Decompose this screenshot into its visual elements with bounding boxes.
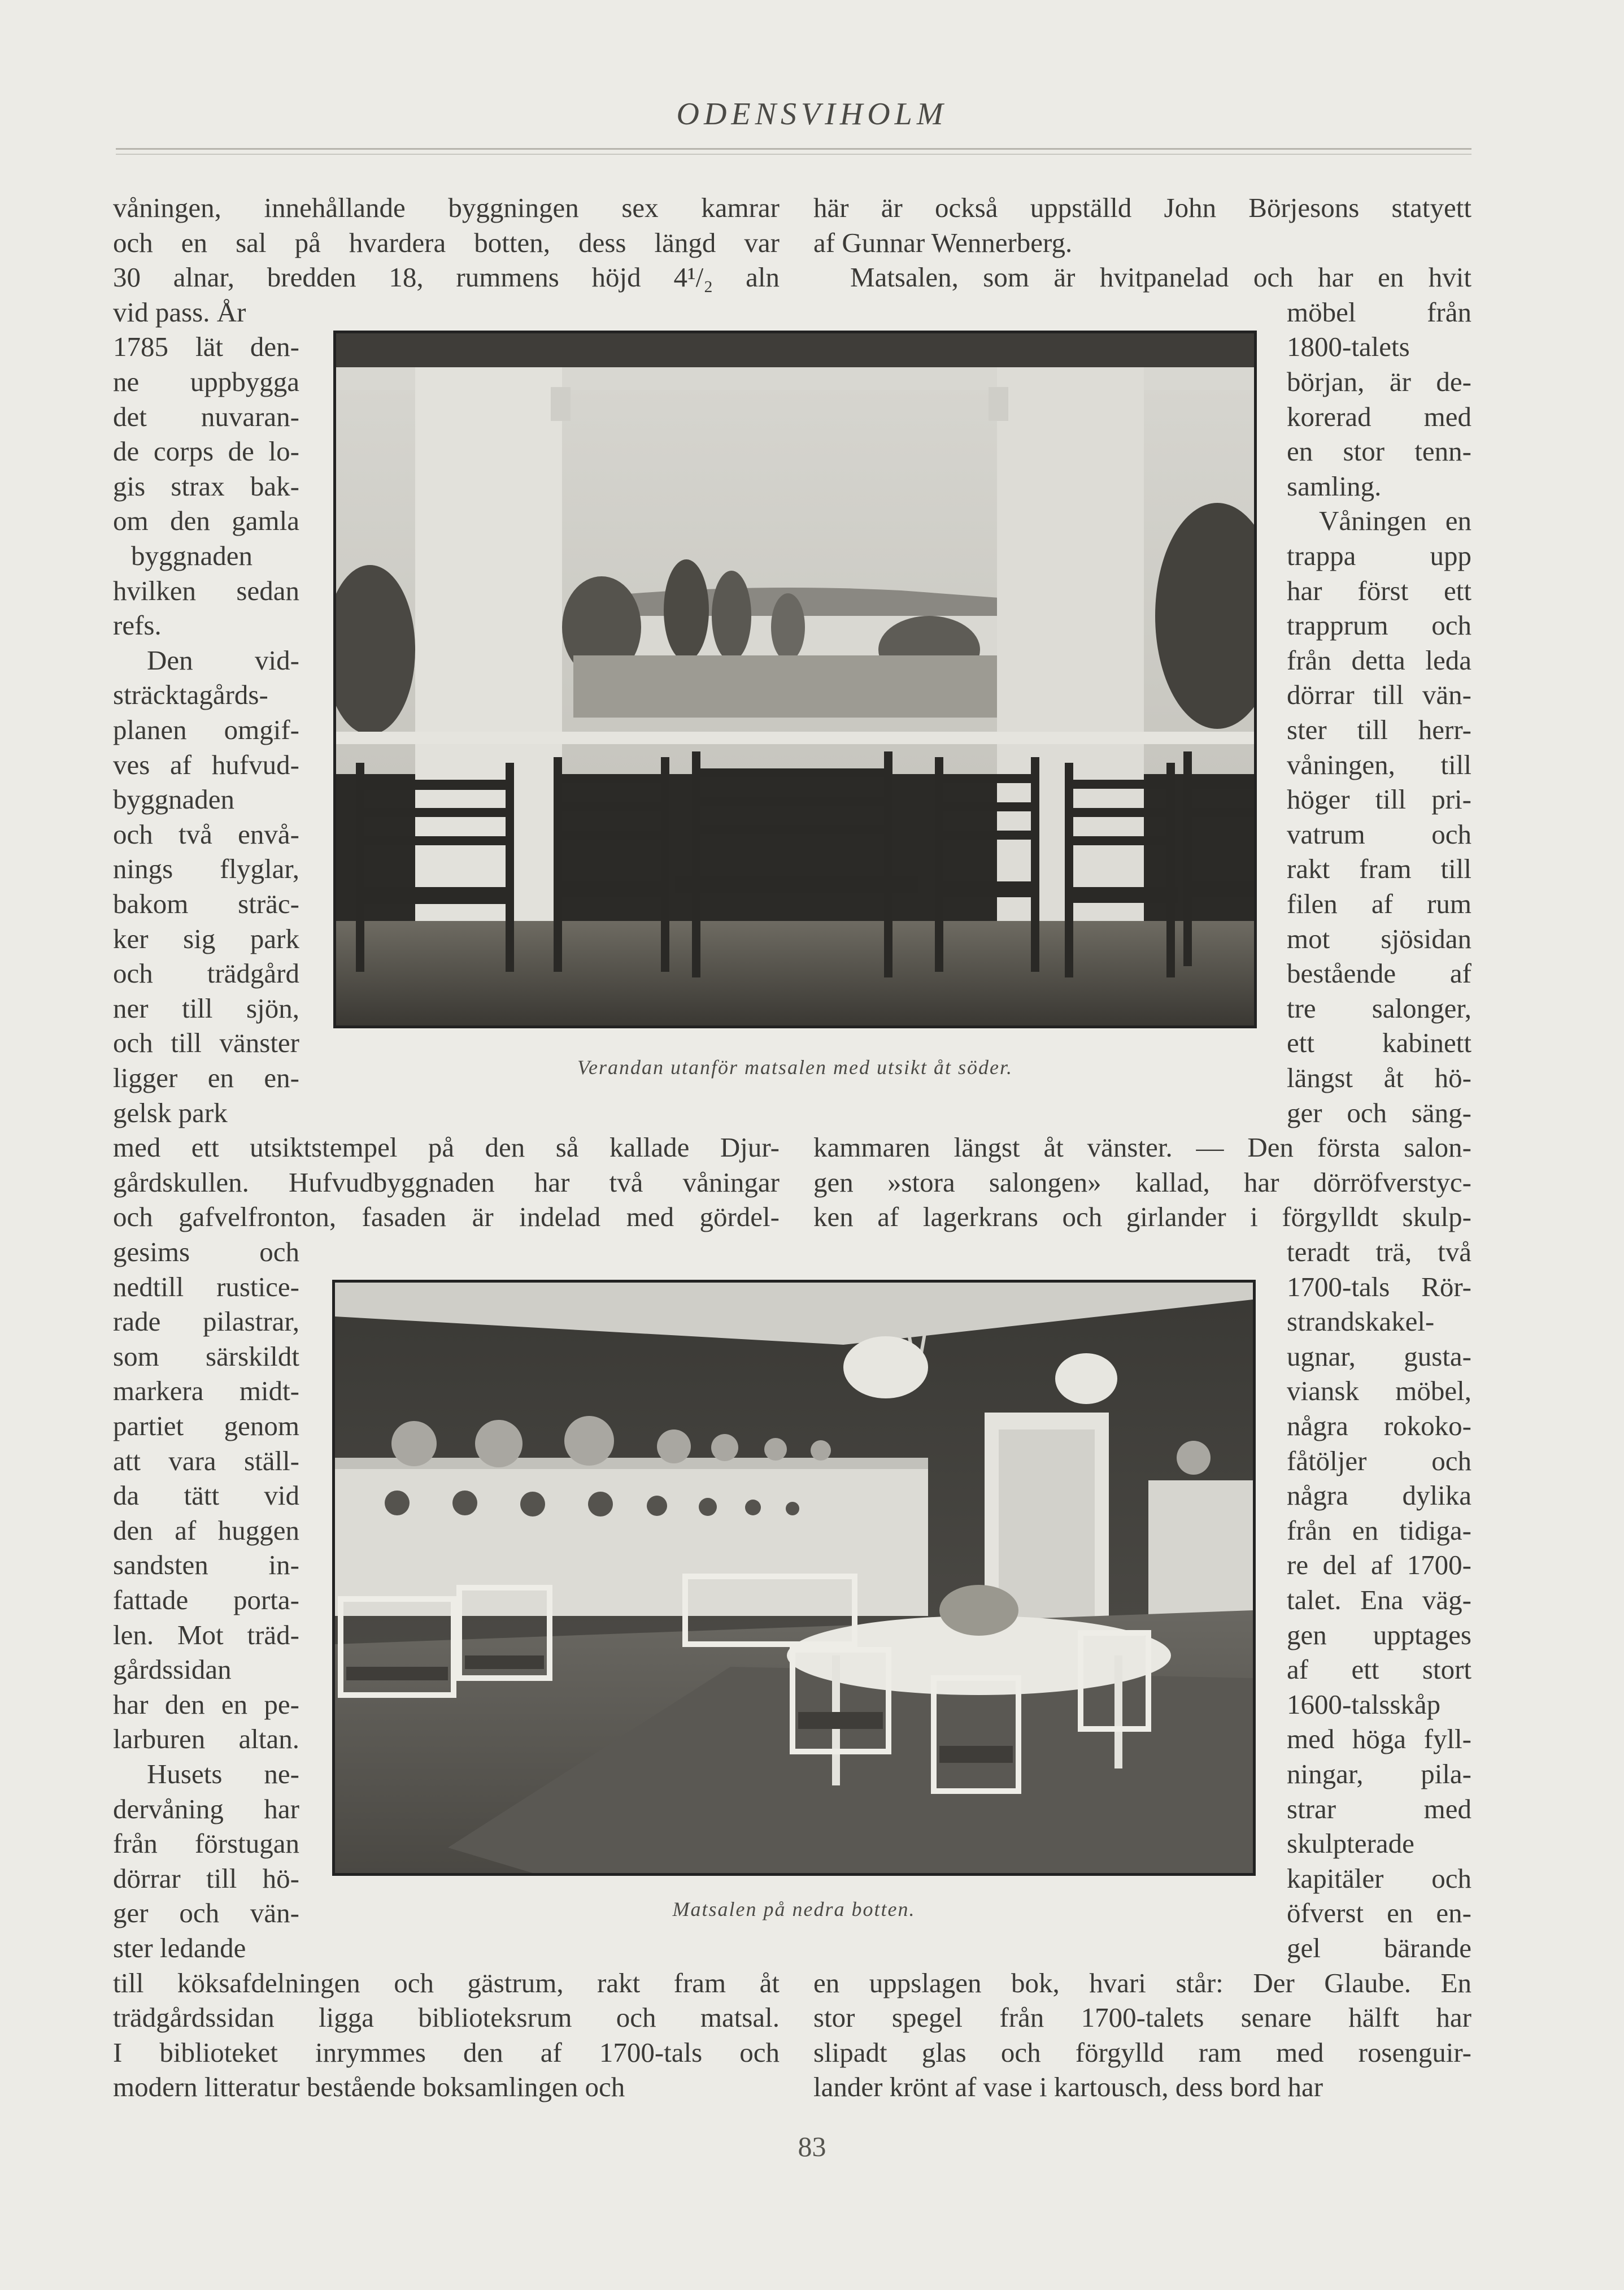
dining-room-photo-illustration (335, 1283, 1253, 1873)
left-column-line: larburen altan. (113, 1723, 299, 1755)
right-column-line: Matsalen, som är hvitpanelad och har en hvit (850, 262, 1471, 293)
right-column-line: gen upptages (1287, 1619, 1471, 1650)
right-column-line: en stor tenn- (1287, 436, 1471, 467)
left-column-line: byggnaden (131, 540, 252, 571)
left-column-line: byggnaden (113, 784, 234, 815)
left-column-line: Den vid- (147, 644, 299, 676)
left-column-line: dörrar till hö- (113, 1862, 299, 1894)
right-column-line: ningar, pila- (1287, 1758, 1471, 1789)
right-column-line: slipadt glas och förgylld ram med rosenguir- (813, 2036, 1471, 2068)
left-column-line: den af huggen (113, 1514, 299, 1546)
left-column-line: da tätt vid (113, 1480, 299, 1511)
left-column-line: sträcktagårds- (113, 679, 268, 711)
left-column-line: I biblioteket inrymmes den af 1700-tals och (113, 2036, 780, 2068)
left-column-line: sandsten in- (113, 1549, 299, 1581)
right-column-line: några dylika (1287, 1480, 1471, 1511)
right-column-line: gel bärande (1287, 1932, 1471, 1963)
right-column-line: från en tidiga- (1287, 1514, 1471, 1546)
page-number: 83 (798, 2131, 826, 2162)
right-column-line: våningen, till (1287, 749, 1471, 780)
right-column-line: re del af 1700- (1287, 1549, 1471, 1581)
right-column-line: filen af rum (1287, 888, 1471, 919)
left-column-line: Husets ne- (147, 1758, 299, 1789)
header-rule (116, 148, 1471, 150)
right-column-line: talet. Ena väg- (1287, 1584, 1471, 1615)
right-column-line: dörrar till vän- (1287, 679, 1471, 711)
left-column-line: hvilken sedan (113, 575, 299, 606)
right-column-line: rakt fram till (1287, 853, 1471, 885)
right-column-line: 1600-talsskåp (1287, 1688, 1441, 1720)
right-column-line: trapprum och (1287, 610, 1471, 641)
left-column-line: med ett utsiktstempel på den så kallade Djur- (113, 1132, 780, 1163)
left-column-line: och två envå- (113, 818, 299, 850)
left-column-line: gelsk park (113, 1097, 228, 1128)
left-column-line: det nuvaran- (113, 401, 299, 432)
right-column-line: 1800-talets (1287, 331, 1410, 363)
right-column-line: skulpterade (1287, 1828, 1414, 1859)
right-column-line: ken af lagerkrans och girlander i förgylldt skulp- (813, 1201, 1471, 1233)
right-column-line: mot sjösidan (1287, 923, 1471, 954)
left-column-line: som särskildt (113, 1340, 299, 1372)
right-column-line: stor spegel från 1700-talets senare hälft har (813, 2002, 1471, 2033)
right-column-line: möbel från (1287, 296, 1471, 328)
left-column-line: len. Mot träd- (113, 1619, 299, 1650)
left-column-line: fattade porta- (113, 1584, 299, 1615)
right-column-line: här är också uppställd John Börjesons statyett (813, 192, 1471, 223)
left-column-line: och gafvelfronton, fasaden är indelad med gördel- (113, 1201, 780, 1233)
right-column-line: en uppslagen bok, hvari står: Der Glaube. En (813, 1967, 1471, 1998)
left-column-line: 1785 lät den- (113, 331, 299, 363)
left-column-line: ger och vän- (113, 1897, 299, 1929)
left-column-line: ker sig park (113, 923, 299, 954)
figure-caption-veranda: Verandan utanför matsalen med utsikt åt söder. (577, 1056, 1013, 1079)
left-column-line: ves af hufvud- (113, 749, 299, 780)
right-column-line: några rokoko- (1287, 1410, 1471, 1441)
left-column-line: planen omgif- (113, 714, 299, 745)
right-column-line: från detta leda (1287, 644, 1471, 676)
right-column-line: strandskakel- (1287, 1306, 1435, 1337)
left-column-line: refs. (113, 610, 162, 641)
veranda-photo (333, 331, 1257, 1028)
left-column-line: partiet genom (113, 1410, 299, 1441)
right-column-line: viansk möbel, (1287, 1375, 1471, 1407)
left-column-line: har den en pe- (113, 1688, 299, 1720)
right-column-line: 1700-tals Rör- (1287, 1271, 1471, 1302)
right-column-line: längst åt hö- (1287, 1062, 1471, 1093)
left-column-line: markera midt- (113, 1375, 299, 1407)
left-column-line: modern litteratur bestående boksamlingen och (113, 2071, 625, 2103)
right-column-line: bestående af (1287, 958, 1471, 989)
left-column-line: ner till sjön, (113, 992, 299, 1024)
left-column-line: gis strax bak- (113, 470, 299, 502)
veranda-photo-illustration (336, 333, 1254, 1025)
right-column-line: ger och säng- (1287, 1097, 1471, 1128)
left-column-line: gårdskullen. Hufvudbyggnaden har två våningar (113, 1166, 780, 1198)
right-column-line: kapitäler och (1287, 1862, 1471, 1894)
right-column-line: tre salonger, (1287, 992, 1471, 1024)
left-column-line: ne uppbygga (113, 366, 299, 397)
left-column-line: gesims och (113, 1236, 299, 1267)
left-column-line: ligger en en- (113, 1062, 299, 1093)
left-column-line: trädgårdssidan ligga biblioteksrum och matsal. (113, 2002, 780, 2033)
right-column-line: har först ett (1287, 575, 1471, 606)
right-column-line: gen »stora salongen» kallad, har dörröfverstyc- (813, 1166, 1471, 1198)
right-column-line: höger till pri- (1287, 784, 1471, 815)
left-column-line: 30 alnar, bredden 18, rummens höjd 4¹/₂ aln (113, 262, 780, 293)
left-column-line: och en sal på hvardera botten, dess längd var (113, 227, 780, 258)
left-column-line: till köksafdelningen och gästrum, rakt fram åt (113, 1967, 780, 1998)
left-column-line: och till vänster (113, 1027, 299, 1059)
left-column-line: om den gamla (113, 505, 299, 537)
right-column-line: ugnar, gusta- (1287, 1340, 1471, 1372)
right-column-line: med höga fyll- (1287, 1723, 1471, 1755)
right-column-line: fåtöljer och (1287, 1445, 1471, 1476)
right-column-line: ett kabinett (1287, 1027, 1471, 1059)
left-column-line: bakom sträc- (113, 888, 299, 919)
left-column-line: att vara ställ- (113, 1445, 299, 1476)
left-column-line: våningen, innehållande byggningen sex kamrar (113, 192, 780, 223)
dining-room-photo (332, 1280, 1256, 1876)
right-column-line: öfverst en en- (1287, 1897, 1471, 1929)
running-head: ODENSVIHOLM (676, 97, 948, 132)
left-column-line: nings flyglar, (113, 853, 299, 885)
right-column-line: strar med (1287, 1793, 1471, 1824)
left-column-line: dervåning har (113, 1793, 299, 1824)
right-column-line: början, är de- (1287, 366, 1471, 397)
left-column-line: och trädgård (113, 958, 299, 989)
figure-caption-dining-room: Matsalen på nedra botten. (672, 1898, 916, 1920)
left-column-line: de corps de lo- (113, 436, 299, 467)
left-column-line: ster ledande (113, 1932, 246, 1963)
right-column-line: korerad med (1287, 401, 1471, 432)
left-column-line: gårdssidan (113, 1654, 232, 1685)
header-rule-thin (116, 154, 1471, 155)
right-column-line: Våningen en (1319, 505, 1471, 537)
right-column-line: kammaren längst åt vänster. — Den första salon- (813, 1132, 1471, 1163)
left-column-line: från förstugan (113, 1828, 299, 1859)
right-column-line: trappa upp (1287, 540, 1471, 571)
right-column-line: samling. (1287, 470, 1382, 502)
right-column-line: af ett stort (1287, 1654, 1471, 1685)
left-column-line: nedtill rustice- (113, 1271, 299, 1302)
left-column-line: vid pass. År (113, 296, 246, 328)
right-column-line: ster till herr- (1287, 714, 1471, 745)
right-column-line: teradt trä, två (1287, 1236, 1471, 1267)
right-column-line: lander krönt af vase i kartousch, dess bord har (813, 2071, 1323, 2103)
left-column-line: rade pilastrar, (113, 1306, 299, 1337)
right-column-line: af Gunnar Wennerberg. (813, 227, 1073, 258)
right-column-line: vatrum och (1287, 818, 1471, 850)
